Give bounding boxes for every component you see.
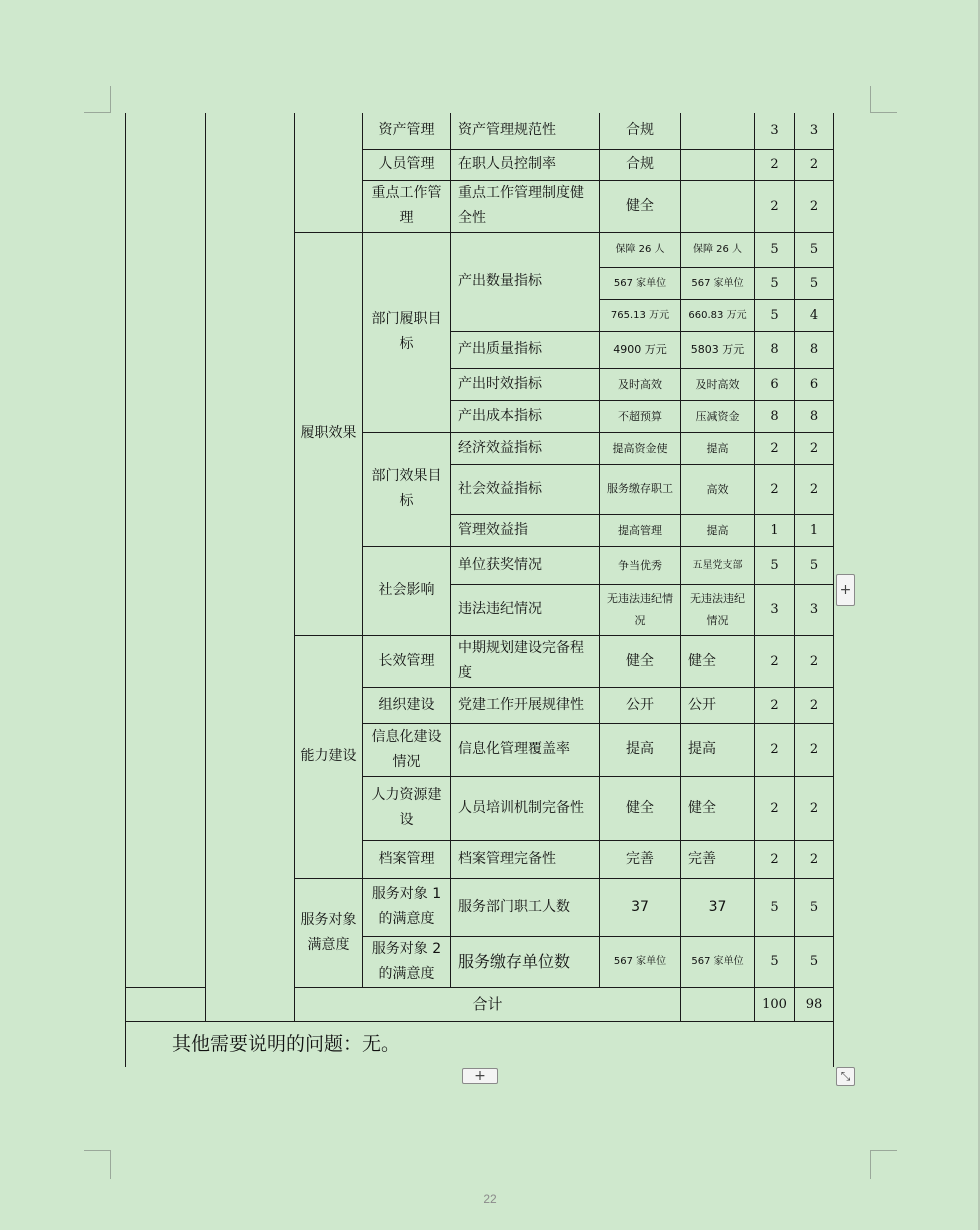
indicator-cell[interactable]: 重点工作管理 <box>363 180 451 232</box>
actual-cell[interactable]: 高效 <box>681 464 755 514</box>
actual-cell[interactable]: 五星党支部 <box>681 546 755 584</box>
metric-cell[interactable]: 重点工作管理制度健全性 <box>451 180 600 232</box>
blank-cell <box>295 113 363 232</box>
weight-cell[interactable]: 8 <box>755 400 795 432</box>
target-cell[interactable]: 提高管理 <box>600 514 681 546</box>
metric-cell[interactable]: 产出质量指标 <box>451 331 600 368</box>
weight-cell[interactable]: 2 <box>755 464 795 514</box>
target-cell[interactable]: 567 家单位 <box>600 936 681 987</box>
table-row <box>126 113 834 149</box>
indicator-cell[interactable]: 组织建设 <box>363 687 451 723</box>
indicator-cell[interactable]: 资产管理 <box>363 113 451 149</box>
blank-cell <box>126 987 206 1021</box>
weight-cell[interactable]: 5 <box>755 299 795 331</box>
score-cell[interactable]: 2 <box>795 464 834 514</box>
target-cell[interactable]: 保障 26 人 <box>600 232 681 267</box>
performance-table <box>125 113 834 1067</box>
actual-cell[interactable] <box>681 149 755 180</box>
score-cell[interactable]: 8 <box>795 400 834 432</box>
score-cell[interactable]: 5 <box>795 267 834 299</box>
score-cell[interactable]: 6 <box>795 368 834 400</box>
score-cell[interactable]: 3 <box>795 584 834 635</box>
actual-cell[interactable]: 压减资金 <box>681 400 755 432</box>
target-cell[interactable]: 无违法违纪情况 <box>600 584 681 635</box>
metric-cell[interactable]: 经济效益指标 <box>451 432 600 464</box>
target-cell[interactable]: 不超预算 <box>600 400 681 432</box>
group-social-impact[interactable]: 社会影响 <box>363 546 451 635</box>
actual-cell[interactable]: 567 家单位 <box>681 267 755 299</box>
target-cell[interactable]: 争当优秀 <box>600 546 681 584</box>
metric-cell[interactable]: 人员培训机制完备性 <box>451 776 600 840</box>
score-cell[interactable]: 3 <box>795 113 834 149</box>
table-resize-handle[interactable]: ⤡ <box>836 1067 855 1086</box>
actual-cell[interactable]: 5803 万元 <box>681 331 755 368</box>
score-cell[interactable]: 2 <box>795 687 834 723</box>
target-cell[interactable]: 健全 <box>600 635 681 687</box>
target-cell[interactable]: 567 家单位 <box>600 267 681 299</box>
actual-cell[interactable]: 及时高效 <box>681 368 755 400</box>
category-performance[interactable]: 履职效果 <box>295 232 363 635</box>
weight-cell[interactable]: 8 <box>755 331 795 368</box>
score-cell[interactable]: 5 <box>795 936 834 987</box>
weight-cell[interactable]: 3 <box>755 113 795 149</box>
crop-mark-bottom-right <box>870 1150 897 1179</box>
metric-cell[interactable]: 产出成本指标 <box>451 400 600 432</box>
actual-cell[interactable]: 无违法违纪情况 <box>681 584 755 635</box>
score-cell[interactable]: 5 <box>795 546 834 584</box>
metric-cell[interactable]: 在职人员控制率 <box>451 149 600 180</box>
blank-cell <box>206 113 295 1021</box>
weight-cell[interactable]: 2 <box>755 687 795 723</box>
indicator-cell[interactable]: 人员管理 <box>363 149 451 180</box>
weight-cell[interactable]: 2 <box>755 840 795 878</box>
note-row <box>126 1021 834 1067</box>
weight-cell[interactable]: 5 <box>755 936 795 987</box>
weight-cell[interactable]: 2 <box>755 776 795 840</box>
indicator-cell[interactable]: 信息化建设情况 <box>363 723 451 776</box>
indicator-cell[interactable]: 长效管理 <box>363 635 451 687</box>
metric-cell[interactable]: 产出数量指标 <box>451 232 600 331</box>
total-weight[interactable]: 100 <box>755 987 795 1021</box>
weight-cell[interactable]: 2 <box>755 432 795 464</box>
metric-cell[interactable]: 中期规划建设完备程度 <box>451 635 600 687</box>
weight-cell[interactable]: 2 <box>755 635 795 687</box>
actual-cell[interactable]: 提高 <box>681 432 755 464</box>
group-dept-perf-goal[interactable]: 部门履职目标 <box>363 232 451 432</box>
crop-mark-top-left <box>84 86 111 113</box>
indicator-cell[interactable]: 档案管理 <box>363 840 451 878</box>
metric-cell[interactable]: 服务缴存单位数 <box>451 936 600 987</box>
target-cell[interactable]: 提高资金使 <box>600 432 681 464</box>
total-label[interactable]: 合计 <box>295 987 681 1021</box>
category-satisfaction[interactable]: 服务对象满意度 <box>295 878 363 987</box>
page-number: 22 <box>483 1192 497 1206</box>
metric-cell[interactable]: 社会效益指标 <box>451 464 600 514</box>
target-cell[interactable]: 4900 万元 <box>600 331 681 368</box>
group-dept-effect-goal[interactable]: 部门效果目标 <box>363 432 451 546</box>
metric-cell[interactable]: 信息化管理覆盖率 <box>451 723 600 776</box>
crop-mark-top-right <box>870 86 897 113</box>
blank-cell <box>681 987 755 1021</box>
metric-cell[interactable]: 档案管理完备性 <box>451 840 600 878</box>
weight-cell[interactable]: 5 <box>755 267 795 299</box>
target-cell[interactable]: 提高 <box>600 723 681 776</box>
score-cell[interactable]: 2 <box>795 723 834 776</box>
weight-cell[interactable]: 2 <box>755 180 795 232</box>
actual-cell[interactable]: 660.83 万元 <box>681 299 755 331</box>
weight-cell[interactable]: 6 <box>755 368 795 400</box>
score-cell[interactable]: 5 <box>795 878 834 936</box>
category-capacity[interactable]: 能力建设 <box>295 635 363 878</box>
score-cell[interactable]: 5 <box>795 232 834 267</box>
indicator-cell[interactable]: 人力资源建设 <box>363 776 451 840</box>
target-cell[interactable]: 765.13 万元 <box>600 299 681 331</box>
target-cell[interactable]: 健全 <box>600 180 681 232</box>
add-column-button[interactable]: + <box>462 1068 498 1084</box>
score-cell[interactable]: 2 <box>795 432 834 464</box>
actual-cell[interactable] <box>681 180 755 232</box>
actual-cell[interactable]: 健全 <box>681 776 755 840</box>
metric-cell[interactable]: 服务部门职工人数 <box>451 878 600 936</box>
indicator-cell[interactable]: 服务对象 1 的满意度 <box>363 878 451 936</box>
score-cell[interactable]: 2 <box>795 840 834 878</box>
score-cell[interactable]: 1 <box>795 514 834 546</box>
score-cell[interactable]: 8 <box>795 331 834 368</box>
weight-cell[interactable]: 2 <box>755 149 795 180</box>
metric-cell[interactable]: 管理效益指 <box>451 514 600 546</box>
add-row-button[interactable]: + <box>836 574 855 606</box>
score-cell[interactable]: 2 <box>795 180 834 232</box>
target-cell[interactable]: 37 <box>600 878 681 936</box>
target-cell[interactable]: 及时高效 <box>600 368 681 400</box>
metric-cell[interactable]: 单位获奖情况 <box>451 546 600 584</box>
actual-cell[interactable]: 提高 <box>681 723 755 776</box>
actual-cell[interactable]: 健全 <box>681 635 755 687</box>
crop-mark-bottom-left <box>84 1150 111 1179</box>
target-cell[interactable]: 完善 <box>600 840 681 878</box>
weight-cell[interactable]: 5 <box>755 878 795 936</box>
weight-cell[interactable]: 2 <box>755 723 795 776</box>
score-cell[interactable]: 2 <box>795 149 834 180</box>
score-cell[interactable]: 2 <box>795 635 834 687</box>
target-cell[interactable]: 服务缴存职工 <box>600 464 681 514</box>
score-cell[interactable]: 2 <box>795 776 834 840</box>
actual-cell[interactable]: 公开 <box>681 687 755 723</box>
note-text[interactable]: 其他需要说明的问题：无。 <box>126 1021 834 1067</box>
weight-cell[interactable]: 3 <box>755 584 795 635</box>
target-cell[interactable]: 健全 <box>600 776 681 840</box>
actual-cell[interactable]: 完善 <box>681 840 755 878</box>
total-score[interactable]: 98 <box>795 987 834 1021</box>
target-cell[interactable]: 合规 <box>600 113 681 149</box>
actual-cell[interactable]: 保障 26 人 <box>681 232 755 267</box>
actual-cell[interactable]: 37 <box>681 878 755 936</box>
weight-cell[interactable]: 5 <box>755 232 795 267</box>
weight-cell[interactable]: 1 <box>755 514 795 546</box>
weight-cell[interactable]: 5 <box>755 546 795 584</box>
actual-cell[interactable] <box>681 113 755 149</box>
metric-cell[interactable]: 资产管理规范性 <box>451 113 600 149</box>
metric-cell[interactable]: 违法违纪情况 <box>451 584 600 635</box>
metric-cell[interactable]: 产出时效指标 <box>451 368 600 400</box>
actual-cell[interactable]: 提高 <box>681 514 755 546</box>
indicator-cell[interactable]: 服务对象 2 的满意度 <box>363 936 451 987</box>
score-cell[interactable]: 4 <box>795 299 834 331</box>
blank-cell <box>126 113 206 987</box>
metric-cell[interactable]: 党建工作开展规律性 <box>451 687 600 723</box>
target-cell[interactable]: 公开 <box>600 687 681 723</box>
target-cell[interactable]: 合规 <box>600 149 681 180</box>
actual-cell[interactable]: 567 家单位 <box>681 936 755 987</box>
